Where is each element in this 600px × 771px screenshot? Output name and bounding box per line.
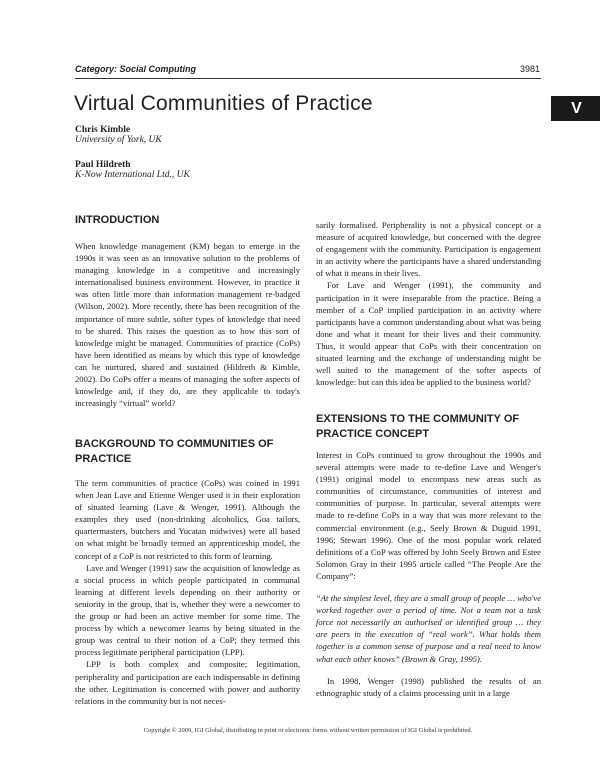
author-affiliation: University of York, UK	[75, 135, 162, 145]
paragraph: In 1998, Wenger (1998) published the results of an ethnographic study of a claims processing unit in a large	[316, 675, 541, 698]
section-heading-extensions: EXTENSIONS TO THE COMMUNITY OF PRACTICE CONCEPT	[316, 413, 520, 440]
author-name: Chris Kimble	[75, 125, 131, 135]
background-body	[75, 477, 300, 707]
section-heading-introduction: INTRODUCTION	[75, 214, 160, 226]
author-block-1	[75, 125, 162, 145]
background-body-continued	[316, 219, 541, 388]
header-rule	[75, 78, 541, 79]
section-heading-background: BACKGROUND TO COMMUNITIES OF PRACTICE	[75, 438, 274, 465]
article-title: Virtual Communities of Practice	[74, 92, 373, 115]
block-quote: “At the simplest level, they are a small group of people … who've worked together over a period of time. Not a team not a task force not necessarily an authorised or identified group … they are peers in the execution of “real work”. What holds them together is a common sense of purpose and a real need to know what each other knows” (Brown & Gray, 1995).	[316, 593, 541, 664]
page-number: 3981	[519, 64, 540, 74]
author-block-2	[75, 160, 190, 180]
paragraph: The term communities of practice (CoPs) was coined in 1991 when Jean Lave and Etienne Wenger used it in their exploration of situated learning (Lave & Wenger, 1991). Although the examples they used (non-drinking alcoholics, Goa tailors, quartermasters, butchers and Yucatan midwives) were all based on what might be broadly termed an apprenticeship model, the concept of a CoP is not restricted to this form of learning.	[75, 478, 300, 561]
paragraph: For Lave and Wenger (1991), the community and participation in it were inseparable from the practice. Being a member of a CoP implied participation in an activity where participants have a common understanding about what was being done and what it meant for their lives and their community. Thus, it would appear that CoPs with their concentration on situated learning and the exchange of understanding might be well suited to the management of the softer aspects of knowledge: but can this idea be applied to the business world?	[316, 280, 541, 388]
paragraph: Lave and Wenger (1991) saw the acquisition of knowledge as a social process in which people participated in communal learning at different levels depending on their authority or seniority in the group, that is, whether they were a newcomer to the group or had been an active member for some time. The process by which a newcomer learns by being situated in the group was central to their notion of a CoP; they termed this process legitimate peripheral participation (LPP).	[75, 562, 300, 658]
author-name: Paul Hildreth	[75, 160, 131, 170]
author-affiliation: K-Now International Ltd., UK	[75, 170, 190, 180]
intro-body	[75, 240, 300, 409]
copyright-footer: Copyright © 2009, IGI Global, distributing in print or electronic forms without written permission of IGI Global is prohibited.	[143, 727, 473, 734]
extensions-body	[316, 449, 541, 699]
paragraph: When knowledge management (KM) began to emerge in the 1990s it was seen as an innovative solution to the problems of managing knowledge in a competitive and increasingly internationalised business environment. However, in practice it was often little more than information management re-badged (Wilson, 2002). More recently, there has been recognition of the importance of more subtle, softer types of knowledge that need to be shared. This raises the question as to how this sort of knowledge might be managed. Communities of practice (CoPs) have been identified as means by which this type of knowledge can be nurtured, shared and sustained (Hildreth & Kimble, 2002). Do CoPs offer a means of managing the softer aspects of knowledge and, if they do, are they applicable to today's increasingly “virtual” world?	[75, 241, 300, 409]
paragraph: LPP is both complex and composite; legitimation, peripherality and participation are each indispensable in defining the other. Legitimation is concerned with power and authority relations in the community but is not neces-	[75, 659, 300, 706]
category-label: Category: Social Computing	[75, 64, 197, 74]
paragraph: sarily formalised. Peripherality is not a physical concept or a measure of acquired knowledge, but concerned with the degree of engagement with the community. Participation is engagement in an activity where the participants have a shared understanding of what it means in their lives.	[316, 220, 541, 279]
section-letter-tab: V	[551, 96, 600, 121]
paragraph: Interest in CoPs continued to grow throughout the 1990s and several attempts were made to re-define Lave and Wenger's (1991) original model to encompass new areas such as communities of circumstance, communities of interest and communities of purpose. In particular, several attempts were made to re-define CoPs in a way that was more relevant to the commercial environment (e.g., Seely Brown & Duguid 1991, 1996; Stewart 1996). One of the most popular work related definitions of a CoP was offered by John Seely Brown and Estee Solomon Gray in their 1995 article called “The People Are the Company”:	[316, 450, 541, 581]
